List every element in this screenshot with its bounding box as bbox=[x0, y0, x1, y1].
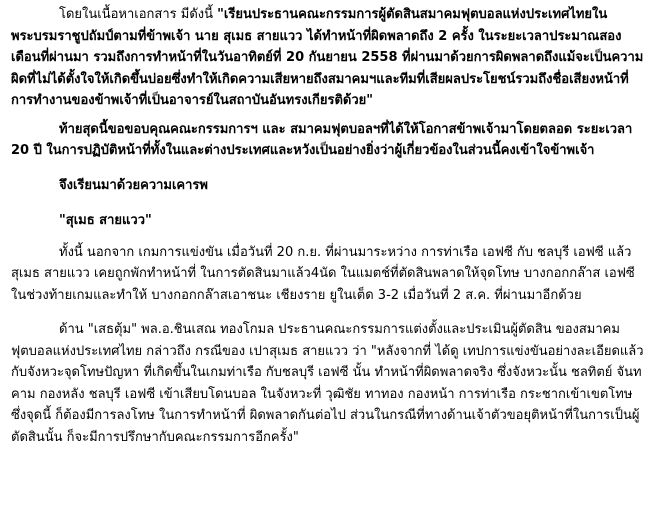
letter-intro-lead: โดยในเนื้อหาเอกสาร มีดังนี้ bbox=[59, 7, 218, 22]
letter-intro-paragraph bbox=[11, 4, 648, 112]
news-paragraph-official-statement: ด้าน "เสธตุ้ม" พล.อ.ชินเสณ ทองโกมล ประธานคณะกรรมการแต่งตั้งและประเมินผู้ตัดสิน ของสมาคมฟุตบอลแห่งประเทศไทย กล่าวถึง กรณีของ เปาสุเมธ สายแวว ว่า "หลังจากที่ ได้ดู เทปการแข่งขันอย่างละเอียดแล้วกับจังหวะจุดโทษปัญหา ที่เกิดขึ้นในเกมท่าเรือ กับชลบุรี เอฟซี นั้น ทำหน้าที่ผิดพลาดจริง ซึ่งจังหวะนั้น ชลทิตย์ จันทคาม กองหลัง ชลบุรี เอฟซี เข้าเสียบโดนบอล ในจังหวะที่ วุฒิชัย ทาทอง กองหน้า การท่าเรือ กระชากเข้าเขตโทษ ซึ่งจุดนี้ ก็ต้องมีการลงโทษ ในการทำหน้าที่ ผิดพลาดกันต่อไป ส่วนในกรณีที่ทางด้านเจ้าตัวขอยุติหน้าที่ในการเป็นผู้ตัดสินนั้น ก็จะมีการปรึกษากับคณะกรรมการอีกครั้ง" bbox=[11, 322, 644, 445]
letter-salutation: จึงเรียนมาด้วยความเคารพ bbox=[59, 177, 208, 193]
news-paragraph-background: ทั้งนี้ นอกจาก เกมการแข่งขัน เมื่อวันที่ 20 ก.ย. ที่ผ่านมาระหว่าง การท่าเรือ เอฟซี กับ ชลบุรี เอฟซี แล้ว สุเมธ สายแวว เคยถูกพักทำหน้าที่ ในการตัดสินมาแล้ว4นัด ในแมตช์ที่ตัดสินพลาดให้จุดโทษ บางกอกกล๊าส เอฟซี ในช่วงท้ายเกมและทำให้ บางกอกกล๊าสเอาชนะ เชียงราย ยูในเต็ด 3-2 เมื่อวันที่ 2 ส.ค. ที่ผ่านมาอีกด้วย bbox=[11, 244, 635, 303]
letter-quote: "เรียนประธานคณะกรรมการผู้ตัดสินสมาคมฟุตบอลแห่งประเทศไทยในพระบรมราชูปถัมป์ตามที่ข้าพเจ้า นาย สุเมธ สายแวว ได้ทำหน้าที่ผิดพลาดถึง 2 ครั้ง ในระยะเวลาประมาณสองเดือนที่ผ่านมา รวมถึงการทำหน้าที่ในวันอาทิตย์ที่ 20 กันยายน 2558 ที่ผ่านมาด้วยการผิดพลาดถึงแม้จะเป็นความผิดที่ไม่ได้ตั้งใจให้เกิดขึ้นบ่อยซึ่งทำให้เกิดความเสียหายถึงสมาคมฯและทีมที่เสียผลประโยชน์รวมถึงชื่อเสียงหน้าที่การทำงานของข้าพเจ้าที่เป็นอาจารย์ในสถาบันอันทรงเกียรติด้วย" bbox=[11, 7, 644, 108]
letter-signature: "สุเมธ สายแวว" bbox=[59, 213, 152, 228]
letter-closing-paragraph: ท้ายสุดนี้ขอขอบคุณคณะกรรมการฯ และ สมาคมฟุตบอลฯที่ได้ให้โอกาสข้าพเจ้ามาโดยตลอด ระยะเวลา 20 ปี ในการปฏิบัติหน้าที่ทั้งในและต่างประเทศและหวังเป็นอย่างยิ่งว่าผู้เกี่ยวข้องในส่วนนี้คงเข้าใจข้าพเจ้า bbox=[11, 121, 633, 158]
